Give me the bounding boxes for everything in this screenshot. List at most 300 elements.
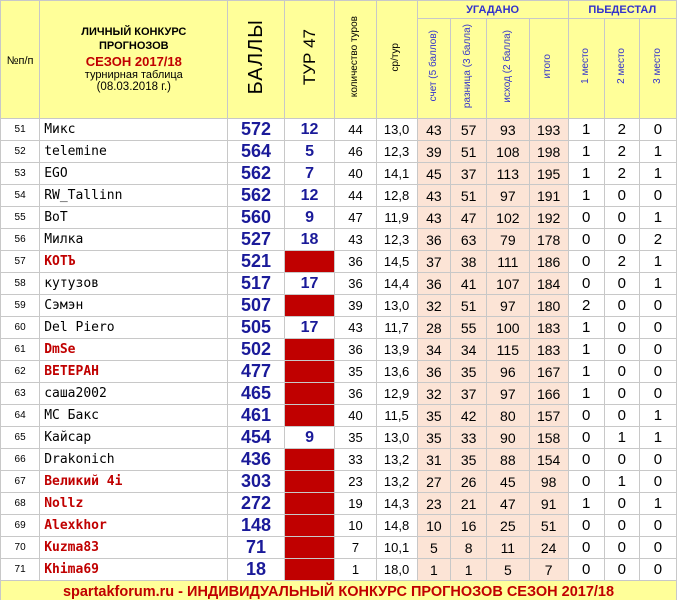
outcome-cell: 115 <box>486 339 529 361</box>
diff-cell: 41 <box>451 273 487 295</box>
diff-cell: 1 <box>451 559 487 581</box>
place1-cell: 2 <box>568 295 604 317</box>
outcome-cell: 97 <box>486 383 529 405</box>
score-cell: 45 <box>417 163 451 185</box>
season-label: СЕЗОН 2017/18 <box>85 53 182 69</box>
col-header-place2: 2 место <box>604 19 639 119</box>
table-row <box>1 449 677 471</box>
score-cell: 43 <box>417 185 451 207</box>
tour-points-cell <box>284 295 335 317</box>
place3-cell: 0 <box>639 119 676 141</box>
place2-cell: 0 <box>604 339 639 361</box>
avg-cell: 10,1 <box>376 537 417 559</box>
points-cell: 18 <box>228 559 284 581</box>
place2-cell: 0 <box>604 361 639 383</box>
diff-cell: 33 <box>451 427 487 449</box>
table-row <box>1 141 677 163</box>
place2-cell: 0 <box>604 229 639 251</box>
score-cell: 36 <box>417 273 451 295</box>
row-index: 51 <box>1 119 40 141</box>
row-index: 67 <box>1 471 40 493</box>
tour-points-cell: 18 <box>284 229 335 251</box>
points-cell: 527 <box>228 229 284 251</box>
player-name: telemine <box>40 141 228 163</box>
place1-cell: 1 <box>568 185 604 207</box>
total-cell: 198 <box>529 141 568 163</box>
player-name: Милка <box>40 229 228 251</box>
points-cell: 461 <box>228 405 284 427</box>
tours-count-cell: 7 <box>335 537 376 559</box>
diff-cell: 16 <box>451 515 487 537</box>
tour-points-cell <box>284 515 335 537</box>
table-row <box>1 559 677 581</box>
avg-cell: 13,0 <box>376 427 417 449</box>
place3-cell: 0 <box>639 515 676 537</box>
place1-cell: 1 <box>568 119 604 141</box>
diff-cell: 21 <box>451 493 487 515</box>
avg-cell: 12,3 <box>376 229 417 251</box>
tour-points-cell <box>284 251 335 273</box>
points-cell: 502 <box>228 339 284 361</box>
tour-points-cell: 9 <box>284 427 335 449</box>
total-cell: 192 <box>529 207 568 229</box>
table-row <box>1 427 677 449</box>
tours-count-cell: 19 <box>335 493 376 515</box>
row-index: 53 <box>1 163 40 185</box>
score-cell: 28 <box>417 317 451 339</box>
place1-cell: 0 <box>568 273 604 295</box>
total-cell: 24 <box>529 537 568 559</box>
diff-cell: 38 <box>451 251 487 273</box>
total-cell: 184 <box>529 273 568 295</box>
diff-cell: 47 <box>451 207 487 229</box>
avg-cell: 14,4 <box>376 273 417 295</box>
outcome-cell: 108 <box>486 141 529 163</box>
avg-cell: 14,1 <box>376 163 417 185</box>
place1-cell: 1 <box>568 163 604 185</box>
score-cell: 35 <box>417 427 451 449</box>
place1-cell: 0 <box>568 449 604 471</box>
footer-banner: spartakforum.ru - ИНДИВИДУАЛЬНЫЙ КОНКУРС ПРОГНОЗОВ СЕЗОН 2017/18 <box>1 581 677 600</box>
place3-cell: 0 <box>639 471 676 493</box>
row-index: 59 <box>1 295 40 317</box>
table-row <box>1 405 677 427</box>
place2-cell: 0 <box>604 405 639 427</box>
player-name: кутузов <box>40 273 228 295</box>
row-index: 70 <box>1 537 40 559</box>
tour-points-cell: 5 <box>284 141 335 163</box>
table-row <box>1 471 677 493</box>
tours-count-cell: 44 <box>335 119 376 141</box>
score-cell: 27 <box>417 471 451 493</box>
total-cell: 183 <box>529 339 568 361</box>
row-index: 58 <box>1 273 40 295</box>
table-row <box>1 163 677 185</box>
place2-cell: 0 <box>604 207 639 229</box>
diff-cell: 63 <box>451 229 487 251</box>
place1-cell: 0 <box>568 559 604 581</box>
tour-points-cell <box>284 559 335 581</box>
place2-cell: 0 <box>604 317 639 339</box>
avg-cell: 13,9 <box>376 339 417 361</box>
place2-cell: 1 <box>604 427 639 449</box>
diff-cell: 37 <box>451 383 487 405</box>
outcome-cell: 102 <box>486 207 529 229</box>
points-cell: 272 <box>228 493 284 515</box>
points-cell: 477 <box>228 361 284 383</box>
total-cell: 180 <box>529 295 568 317</box>
avg-cell: 14,3 <box>376 493 417 515</box>
tour-points-cell: 12 <box>284 185 335 207</box>
table-row <box>1 537 677 559</box>
points-cell: 517 <box>228 273 284 295</box>
group-header-guessed: УГАДАНО <box>417 1 568 19</box>
place1-cell: 0 <box>568 229 604 251</box>
row-index: 66 <box>1 449 40 471</box>
outcome-cell: 80 <box>486 405 529 427</box>
outcome-cell: 100 <box>486 317 529 339</box>
place2-cell: 0 <box>604 295 639 317</box>
table-row <box>1 515 677 537</box>
place2-cell: 0 <box>604 449 639 471</box>
score-cell: 32 <box>417 295 451 317</box>
place2-cell: 2 <box>604 141 639 163</box>
player-name: МС Бакс <box>40 405 228 427</box>
place3-cell: 0 <box>639 383 676 405</box>
diff-cell: 35 <box>451 361 487 383</box>
place1-cell: 1 <box>568 339 604 361</box>
tours-count-cell: 39 <box>335 295 376 317</box>
points-cell: 507 <box>228 295 284 317</box>
outcome-cell: 97 <box>486 185 529 207</box>
tours-count-cell: 10 <box>335 515 376 537</box>
table-body <box>1 119 677 581</box>
place1-cell: 1 <box>568 493 604 515</box>
place3-cell: 1 <box>639 405 676 427</box>
total-cell: 167 <box>529 361 568 383</box>
player-name: Великий 4i <box>40 471 228 493</box>
diff-cell: 35 <box>451 449 487 471</box>
player-name: Kuzma83 <box>40 537 228 559</box>
total-cell: 191 <box>529 185 568 207</box>
tours-count-cell: 35 <box>335 361 376 383</box>
col-header-total: итого <box>529 19 568 119</box>
player-name: DmSe <box>40 339 228 361</box>
place3-cell: 0 <box>639 295 676 317</box>
avg-cell: 13,0 <box>376 295 417 317</box>
player-name: RW_Tallinn <box>40 185 228 207</box>
tours-count-cell: 46 <box>335 141 376 163</box>
diff-cell: 42 <box>451 405 487 427</box>
score-cell: 34 <box>417 339 451 361</box>
outcome-cell: 79 <box>486 229 529 251</box>
row-index: 61 <box>1 339 40 361</box>
points-cell: 560 <box>228 207 284 229</box>
row-index: 62 <box>1 361 40 383</box>
table-row <box>1 295 677 317</box>
outcome-cell: 47 <box>486 493 529 515</box>
tours-count-cell: 36 <box>335 251 376 273</box>
row-index: 54 <box>1 185 40 207</box>
score-cell: 36 <box>417 361 451 383</box>
tours-count-cell: 23 <box>335 471 376 493</box>
avg-cell: 13,2 <box>376 449 417 471</box>
total-cell: 166 <box>529 383 568 405</box>
score-cell: 5 <box>417 537 451 559</box>
score-cell: 43 <box>417 207 451 229</box>
place2-cell: 0 <box>604 383 639 405</box>
player-name: BoT <box>40 207 228 229</box>
place3-cell: 0 <box>639 185 676 207</box>
score-cell: 23 <box>417 493 451 515</box>
tours-count-cell: 36 <box>335 273 376 295</box>
points-cell: 572 <box>228 119 284 141</box>
player-name: Alexkhor <box>40 515 228 537</box>
place3-cell: 1 <box>639 141 676 163</box>
place2-cell: 0 <box>604 185 639 207</box>
diff-cell: 51 <box>451 295 487 317</box>
player-name: Сэмэн <box>40 295 228 317</box>
tours-count-cell: 35 <box>335 427 376 449</box>
outcome-cell: 93 <box>486 119 529 141</box>
row-index: 65 <box>1 427 40 449</box>
tours-count-cell: 43 <box>335 317 376 339</box>
col-header-diff: разница (3 балла) <box>451 19 487 119</box>
player-name: Khima69 <box>40 559 228 581</box>
place1-cell: 0 <box>568 405 604 427</box>
score-cell: 39 <box>417 141 451 163</box>
points-cell: 454 <box>228 427 284 449</box>
tours-count-cell: 44 <box>335 185 376 207</box>
row-index: 60 <box>1 317 40 339</box>
place1-cell: 0 <box>568 207 604 229</box>
row-index: 63 <box>1 383 40 405</box>
place3-cell: 0 <box>639 339 676 361</box>
diff-cell: 8 <box>451 537 487 559</box>
avg-cell: 11,5 <box>376 405 417 427</box>
player-name: Микс <box>40 119 228 141</box>
place2-cell: 0 <box>604 493 639 515</box>
place3-cell: 0 <box>639 449 676 471</box>
score-cell: 1 <box>417 559 451 581</box>
place1-cell: 1 <box>568 141 604 163</box>
points-cell: 562 <box>228 163 284 185</box>
player-name: Del Piero <box>40 317 228 339</box>
table-row <box>1 273 677 295</box>
tour-points-cell <box>284 449 335 471</box>
place2-cell: 2 <box>604 163 639 185</box>
tours-count-cell: 1 <box>335 559 376 581</box>
player-name: Кайсар <box>40 427 228 449</box>
player-name: саша2002 <box>40 383 228 405</box>
outcome-cell: 11 <box>486 537 529 559</box>
score-cell: 31 <box>417 449 451 471</box>
date-label: (08.03.2018 г.) <box>96 80 171 93</box>
table-row <box>1 361 677 383</box>
points-cell: 436 <box>228 449 284 471</box>
score-cell: 36 <box>417 229 451 251</box>
title-line-2: ПРОГНОЗОВ <box>98 40 169 52</box>
points-cell: 303 <box>228 471 284 493</box>
outcome-cell: 25 <box>486 515 529 537</box>
tour-points-cell: 7 <box>284 163 335 185</box>
table-row <box>1 383 677 405</box>
diff-cell: 26 <box>451 471 487 493</box>
tour-points-cell: 12 <box>284 119 335 141</box>
total-cell: 154 <box>529 449 568 471</box>
tour-points-cell <box>284 339 335 361</box>
avg-cell: 13,2 <box>376 471 417 493</box>
place2-cell: 0 <box>604 273 639 295</box>
table-row <box>1 317 677 339</box>
diff-cell: 51 <box>451 141 487 163</box>
subtitle: турнирная таблица <box>84 68 183 81</box>
place1-cell: 0 <box>568 537 604 559</box>
points-cell: 505 <box>228 317 284 339</box>
score-cell: 43 <box>417 119 451 141</box>
outcome-cell: 45 <box>486 471 529 493</box>
points-cell: 564 <box>228 141 284 163</box>
avg-cell: 12,9 <box>376 383 417 405</box>
total-cell: 186 <box>529 251 568 273</box>
score-cell: 10 <box>417 515 451 537</box>
col-header-score: счет (5 баллов) <box>417 19 451 119</box>
avg-cell: 14,8 <box>376 515 417 537</box>
points-cell: 71 <box>228 537 284 559</box>
place2-cell: 0 <box>604 515 639 537</box>
place2-cell: 0 <box>604 559 639 581</box>
avg-cell: 11,9 <box>376 207 417 229</box>
place2-cell: 2 <box>604 119 639 141</box>
table-row <box>1 185 677 207</box>
total-cell: 158 <box>529 427 568 449</box>
outcome-cell: 107 <box>486 273 529 295</box>
place3-cell: 1 <box>639 273 676 295</box>
total-cell: 193 <box>529 119 568 141</box>
player-name: КОТЪ <box>40 251 228 273</box>
avg-cell: 13,6 <box>376 361 417 383</box>
title-line-1: ЛИЧНЫЙ КОНКУРС <box>81 26 187 39</box>
points-cell: 521 <box>228 251 284 273</box>
tours-count-cell: 36 <box>335 339 376 361</box>
tours-count-cell: 40 <box>335 163 376 185</box>
row-index: 64 <box>1 405 40 427</box>
tour-points-cell <box>284 493 335 515</box>
total-cell: 183 <box>529 317 568 339</box>
col-header-points: БАЛЛЫ <box>228 1 284 119</box>
place2-cell: 0 <box>604 537 639 559</box>
outcome-cell: 96 <box>486 361 529 383</box>
diff-cell: 57 <box>451 119 487 141</box>
col-header-tour: ТУР 47 <box>284 1 335 119</box>
tours-count-cell: 36 <box>335 383 376 405</box>
place1-cell: 1 <box>568 383 604 405</box>
row-index: 56 <box>1 229 40 251</box>
row-index: 71 <box>1 559 40 581</box>
points-cell: 562 <box>228 185 284 207</box>
place1-cell: 1 <box>568 361 604 383</box>
player-name: Drakonich <box>40 449 228 471</box>
tour-points-cell <box>284 471 335 493</box>
total-cell: 195 <box>529 163 568 185</box>
tour-points-cell <box>284 383 335 405</box>
player-name: Nollz <box>40 493 228 515</box>
place3-cell: 0 <box>639 317 676 339</box>
total-cell: 157 <box>529 405 568 427</box>
score-cell: 37 <box>417 251 451 273</box>
tour-points-cell: 9 <box>284 207 335 229</box>
tours-count-cell: 33 <box>335 449 376 471</box>
table-row <box>1 493 677 515</box>
tour-points-cell <box>284 537 335 559</box>
total-cell: 91 <box>529 493 568 515</box>
place1-cell: 0 <box>568 471 604 493</box>
col-header-outcome: исход (2 балла) <box>486 19 529 119</box>
place2-cell: 1 <box>604 471 639 493</box>
tour-points-cell <box>284 405 335 427</box>
outcome-cell: 5 <box>486 559 529 581</box>
avg-cell: 12,8 <box>376 185 417 207</box>
outcome-cell: 90 <box>486 427 529 449</box>
place1-cell: 0 <box>568 515 604 537</box>
tours-count-cell: 47 <box>335 207 376 229</box>
avg-cell: 12,3 <box>376 141 417 163</box>
diff-cell: 34 <box>451 339 487 361</box>
col-header-place3: 3 место <box>639 19 676 119</box>
diff-cell: 51 <box>451 185 487 207</box>
col-header-tours-count: количество туров <box>335 1 376 119</box>
avg-cell: 13,0 <box>376 119 417 141</box>
place3-cell: 0 <box>639 361 676 383</box>
avg-cell: 11,7 <box>376 317 417 339</box>
total-cell: 98 <box>529 471 568 493</box>
table-row <box>1 229 677 251</box>
col-header-place1: 1 место <box>568 19 604 119</box>
player-name: EGO <box>40 163 228 185</box>
outcome-cell: 113 <box>486 163 529 185</box>
tours-count-cell: 43 <box>335 229 376 251</box>
col-header-avg: ср/тур <box>376 1 417 119</box>
avg-cell: 14,5 <box>376 251 417 273</box>
tours-count-cell: 40 <box>335 405 376 427</box>
row-index: 55 <box>1 207 40 229</box>
avg-cell: 18,0 <box>376 559 417 581</box>
place3-cell: 1 <box>639 427 676 449</box>
outcome-cell: 97 <box>486 295 529 317</box>
tour-points-cell: 17 <box>284 273 335 295</box>
place3-cell: 1 <box>639 251 676 273</box>
total-cell: 7 <box>529 559 568 581</box>
place1-cell: 0 <box>568 251 604 273</box>
place3-cell: 1 <box>639 207 676 229</box>
place1-cell: 0 <box>568 427 604 449</box>
tour-points-cell: 17 <box>284 317 335 339</box>
row-index: 68 <box>1 493 40 515</box>
total-cell: 178 <box>529 229 568 251</box>
tour-points-cell <box>284 361 335 383</box>
row-index: 69 <box>1 515 40 537</box>
outcome-cell: 111 <box>486 251 529 273</box>
score-cell: 35 <box>417 405 451 427</box>
player-name: ВЕТЕРАН <box>40 361 228 383</box>
place2-cell: 2 <box>604 251 639 273</box>
place3-cell: 1 <box>639 493 676 515</box>
place3-cell: 0 <box>639 559 676 581</box>
place3-cell: 0 <box>639 537 676 559</box>
place1-cell: 1 <box>568 317 604 339</box>
place3-cell: 1 <box>639 163 676 185</box>
table-row <box>1 119 677 141</box>
